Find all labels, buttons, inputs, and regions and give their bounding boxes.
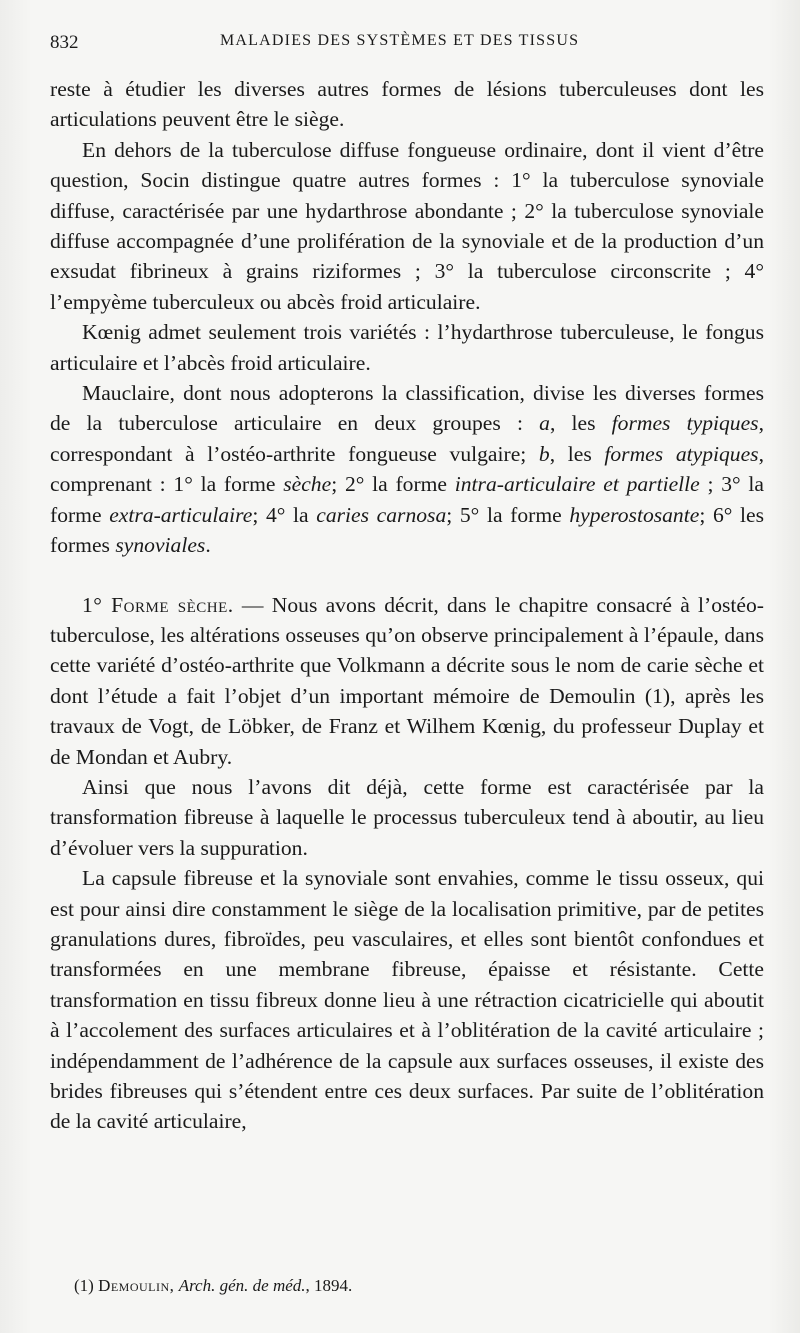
text-span: .	[205, 533, 211, 558]
paragraph-5	[50, 590, 764, 772]
footnote-marker: (1)	[74, 1276, 94, 1295]
italic-formes-typiques: formes typiques	[611, 411, 759, 436]
text-span: Mauclaire, dont nous adopterons la classification, divise les diverses formes de la tuberculose articulaire en deux groupes :	[50, 381, 764, 436]
italic-hyperostosante: hyperostosante	[569, 502, 700, 527]
paragraph-1: reste à étudier les diverses autres formes de lésions tuberculeuses dont les articulations peuvent être le siège.	[50, 77, 764, 132]
text-span: , comprenant : 1° la forme	[50, 441, 764, 497]
footnote	[74, 1276, 352, 1296]
italic-extra-articulaire: extra-articulaire	[109, 502, 253, 527]
text-span: ; 2° la forme	[331, 472, 455, 497]
italic-b: b	[538, 441, 550, 466]
body-text	[50, 74, 764, 1137]
running-head: MALADIES DES SYSTÈMES ET DES TISSUS	[220, 32, 580, 49]
footnote-year: , 1894.	[305, 1276, 353, 1295]
text-span: , les	[549, 411, 612, 436]
text-span: ; 6° les formes	[50, 502, 765, 558]
page-number: 832	[50, 32, 79, 53]
italic-caries-carnosa: caries carnosa	[316, 502, 447, 527]
footnote-author: Demoulin,	[98, 1276, 175, 1295]
section-heading: 1° Forme sèche.	[82, 592, 234, 617]
text-span: ; 3° la forme	[50, 472, 765, 527]
italic-synoviales: synoviales	[115, 533, 206, 558]
text-span: ; 5° la forme	[446, 502, 570, 527]
text-span: , les	[549, 441, 605, 466]
italic-intra-articulaire: intra-articulaire et partielle	[454, 472, 700, 497]
text-span: — Nous avons décrit, dans le chapitre consacré à l’ostéo-tuberculose, les altérations osseuses qu’on observe principalement à l’épaule, dans cette variété d’ostéo-arthrite que Volkmann a décrite sous le nom de carie sèche et dont l’étude a fait l’objet d’un important mémoire de Demoulin (1), après les travaux de Vogt, de Löbker, de Franz et Wilhem Kœnig, du professeur Duplay et de Mondan et Aubry.	[50, 592, 764, 769]
italic-seche: sèche	[283, 472, 332, 497]
italic-a: a	[539, 411, 550, 436]
paragraph-6: Ainsi que nous l’avons dit déjà, cette forme est caractérisée par la transformation fibreuse à laquelle le processus tuberculeux tend à aboutir, au lieu d’évoluer vers la suppuration.	[50, 774, 764, 860]
paragraph-7: La capsule fibreuse et la synoviale sont envahies, comme le tissu osseux, qui est pour ainsi dire constamment le siège de la localisation primitive, par de petites granulations dures, fibroïdes, peu vasculaires, et elles sont bientôt confondues et transformées en une membrane fibreuse, épaisse et résistante. Cette transformation en tissu fibreux donne lieu à une rétraction cicatricielle qui aboutit à l’accolement des surfaces articulaires et à l’oblitération de la cavité articulaire ; indépendamment de l’adhérence de la capsule aux surfaces osseuses, il existe des brides fibreuses qui s’étendent entre ces deux surfaces. Par suite de l’oblitération de la cavité articulaire,	[50, 866, 764, 1134]
text-span: , correspondant à l’ostéo-arthrite fongueuse vulgaire;	[50, 411, 764, 466]
italic-formes-atypiques: formes atypiques	[604, 441, 759, 466]
paragraph-3: Kœnig admet seulement trois variétés : l’hydarthrose tuberculeuse, le fongus articulaire et l’abcès froid articulaire.	[50, 320, 764, 375]
page-header	[50, 28, 760, 58]
footnote-journal: Arch. gén. de méd.	[178, 1276, 306, 1295]
paragraph-4	[50, 378, 764, 560]
text-span: ; 4° la	[252, 502, 317, 527]
paragraph-2: En dehors de la tuberculose diffuse fongueuse ordinaire, dont il vient d’être question, Socin distingue quatre autres formes : 1° la tuberculose synoviale diffuse, caractérisée par une hydarthrose abondante ; 2° la tuberculose synoviale diffuse accompagnée d’une prolifération de la synoviale et de la production d’un exsudat fibrineux à grains riziformes ; 3° la tuberculose circonscrite ; 4° l’empyème tuberculeux ou abcès froid articulaire.	[50, 137, 764, 314]
